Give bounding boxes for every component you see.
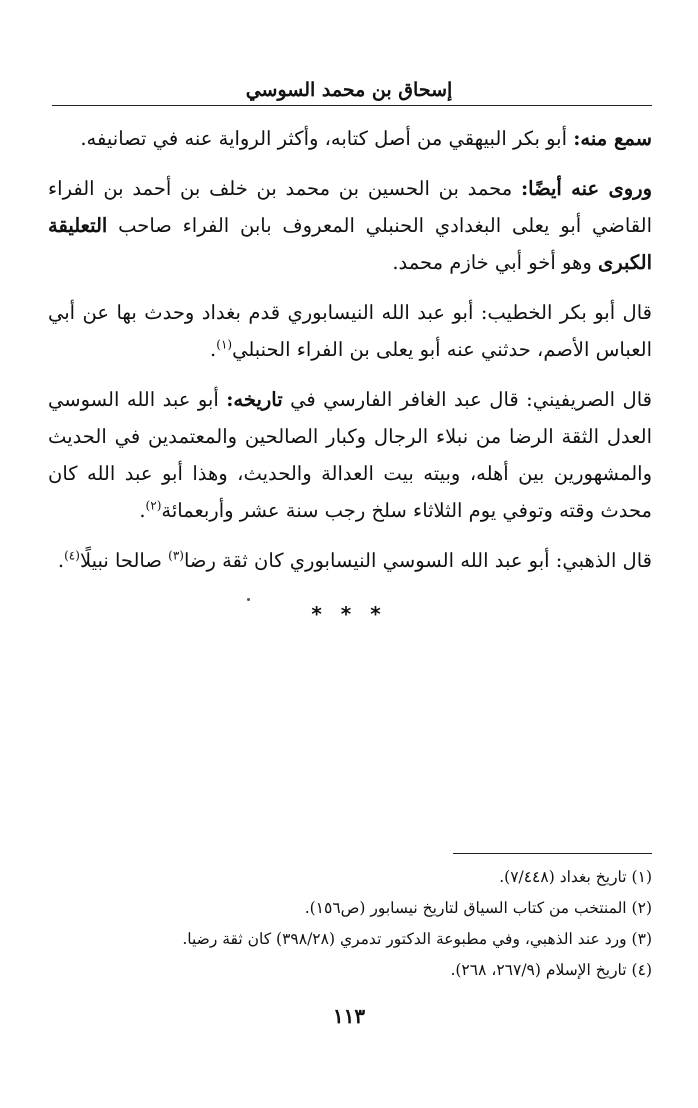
footnote-text: تاريخ بغداد (٧/٤٤٨). [499, 868, 627, 886]
footnote-ref[interactable]: (٤) [64, 548, 80, 563]
paragraph-text: محمد بن الحسين بن محمد بن خلف بن أحمد بن الفراء القاضي أبو يعلى البغدادي الحنبلي المعروف بابن الفراء صاحب [48, 177, 652, 237]
paragraph-text: قال أبو بكر الخطيب: أبو عبد الله النيسابوري قدم بغداد وحدث بها عن أبي العباس الأصم، حدثني عنه أبو يعلى بن الفراء الحنبلي [48, 301, 652, 361]
footnote-number: (١) [631, 868, 652, 886]
book-title: تاريخه: [226, 388, 283, 411]
paragraph-narrated-by [48, 170, 652, 281]
paragraph-heard-from [48, 120, 652, 157]
footnote-item [48, 924, 652, 955]
running-header: إسحاق بن محمد السوسي [245, 79, 453, 101]
paragraph-text: أبو عبد الله السوسي العدل الثقة الرضا من نبلاء الرجال وكبار الصالحين والمعتمدين في الحديث والمشهورين بين أهله، وبيته بيت العدالة والحديث، وهذا أبو عبد الله كان محدث وقته وتوفي يوم الثلاثاء سلخ رجب سنة عشر وأربعمائة [48, 388, 652, 522]
footnote-number: (٢) [631, 899, 652, 917]
footnote-number: (٣) [631, 930, 652, 948]
footnote-text: ورد عند الذهبي، وفي مطبوعة الدكتور تدمري (٣٩٨/٢٨) كان ثقة رضيا. [182, 930, 627, 948]
book-title: التعليقة الكبرى [48, 214, 652, 274]
paragraph-text: أبو بكر البيهقي من أصل كتابه، وأكثر الرواية عنه في تصانيفه. [80, 127, 574, 150]
paragraph-dhahabi: قال الذهبي: أبو عبد الله السوسي النيسابوري كان ثقة رضا$^{(٣)}$ صالحا نبيلًا$^{(٤)}$. [57, 548, 652, 572]
paragraph-khatib: قال أبو بكر الخطيب: أبو عبد الله النيسابوري قدم بغداد وحدث بها عن أبي العباس الأصم، حدثني عنه أبو يعلى بن الفراء الحنبلي$^{(١)}$. [48, 301, 652, 361]
paragraph-text: صالحا نبيلًا [79, 549, 169, 572]
ink-speck [247, 598, 250, 601]
footnote-item [48, 862, 652, 893]
body-text [48, 120, 652, 592]
paragraph-sarifini: قال الصريفيني: قال عبد الغافر الفارسي في تاريخه: أبو عبد الله السوسي العدل الثقة الرضا من نبلاء الرجال وكبار الصالحين والمعتمدين في الحديث والمشهورين بين أهله، وبيته بيت العدالة والحديث، وهذا أبو عبد الله كان محدث وقته وتوفي يوم الثلاثاء سلخ رجب سنة عشر وأربعمائة$^{(٢)}$. [48, 388, 652, 522]
paragraph-text: قال الصريفيني: قال عبد الغافر الفارسي في [282, 388, 652, 411]
footnote-ref[interactable]: (٣) [168, 548, 184, 563]
footnote-number: (٤) [631, 961, 652, 979]
page-number: ١١٣ [332, 1004, 366, 1028]
paragraph-text: وهو أخو أبي خازم محمد. [392, 251, 598, 274]
paragraph-lead: وروى عنه أيضًا: [520, 177, 652, 200]
footnotes [48, 862, 652, 986]
paragraph-text: قال الذهبي: أبو عبد الله السوسي النيسابوري كان ثقة رضا [183, 549, 652, 572]
footnote-text: المنتخب من كتاب السياق لتاريخ نيسابور (ص١٥٦). [304, 899, 627, 917]
footnote-text: تاريخ الإسلام (٢٦٧/٩، ٢٦٨). [450, 961, 627, 979]
section-separator: * * * [311, 602, 387, 626]
footnote-ref[interactable]: (٢) [145, 498, 162, 513]
footnote-item [48, 955, 652, 986]
footnote-ref[interactable]: (١) [216, 337, 233, 352]
footnote-item [48, 893, 652, 924]
footnote-rule [453, 853, 652, 854]
paragraph-lead: سمع منه: [573, 127, 652, 150]
header-rule [52, 105, 652, 106]
